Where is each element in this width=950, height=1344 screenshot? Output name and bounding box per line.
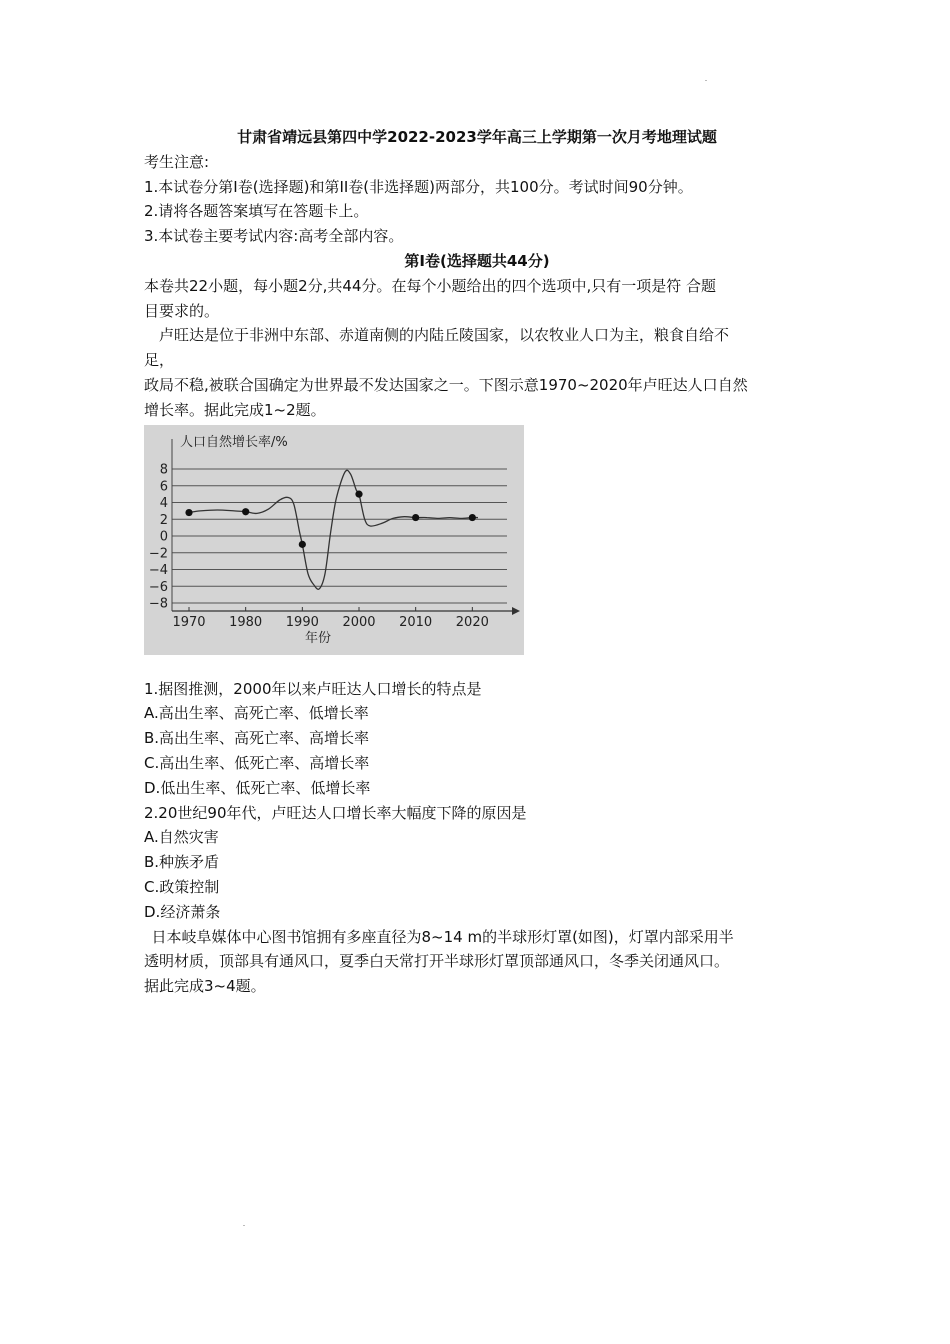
scan-speck bbox=[243, 1225, 245, 1226]
x-tick-label: 2010 bbox=[399, 614, 433, 630]
y-tick-label: −2 bbox=[148, 545, 168, 561]
question-stem: 2.20世纪90年代，卢旺达人口增长率大幅度下降的原因是 bbox=[144, 803, 527, 822]
y-tick-label: 2 bbox=[159, 512, 168, 528]
passage-line: 卢旺达是位于非洲中东部、赤道南侧的内陆丘陵国家，以农牧业人口为主，粮食自给不 bbox=[159, 326, 730, 345]
x-axis-arrow-icon bbox=[512, 607, 520, 615]
document-title: 甘肃省靖远县第四中学2022-2023学年高三上学期第一次月考地理试题 bbox=[237, 128, 717, 146]
data-point bbox=[185, 509, 192, 516]
y-tick-label: 4 bbox=[159, 495, 168, 511]
passage-line: 增长率。据此完成1~2题。 bbox=[144, 400, 326, 419]
x-tick-label: 2000 bbox=[342, 614, 376, 630]
y-tick-label: 8 bbox=[159, 462, 168, 478]
chart-svg bbox=[144, 425, 524, 655]
answer-option: D.经济萧条 bbox=[144, 902, 221, 921]
document-body bbox=[144, 125, 810, 999]
scan-speck bbox=[705, 80, 707, 81]
y-tick-label: −8 bbox=[148, 596, 168, 612]
y-tick-label: 0 bbox=[159, 529, 168, 545]
y-axis-label: 人口自然增长率/% bbox=[180, 434, 288, 450]
x-tick-label: 1990 bbox=[285, 614, 319, 630]
answer-option: D.低出生率、低死亡率、低增长率 bbox=[144, 778, 371, 797]
answer-option: A.高出生率、高死亡率、低增长率 bbox=[144, 704, 369, 723]
data-point bbox=[242, 508, 249, 515]
notice-item: 3.本试卷主要考试内容:高考全部内容。 bbox=[144, 227, 404, 246]
notice-item: 1.本试卷分第I卷(选择题)和第II卷(非选择题)两部分，共100分。考试时间90分钟。 bbox=[144, 177, 693, 196]
answer-option: B.种族矛盾 bbox=[144, 853, 220, 872]
passage-line: 日本岐阜媒体中心图书馆拥有多座直径为8~14 m的半球形灯罩(如图)，灯罩内部采用半 bbox=[151, 927, 734, 946]
answer-option: B.高出生率、高死亡率、高增长率 bbox=[144, 729, 370, 748]
growth-rate-line bbox=[189, 470, 478, 589]
answer-option: C.政策控制 bbox=[144, 877, 220, 896]
answer-option: C.高出生率、低死亡率、高增长率 bbox=[144, 753, 370, 772]
x-tick-label: 2020 bbox=[455, 614, 489, 630]
data-point bbox=[299, 540, 306, 547]
data-point bbox=[355, 490, 362, 497]
growth-rate-chart bbox=[144, 425, 524, 655]
notice-item: 2.请将各题答案填写在答题卡上。 bbox=[144, 202, 369, 221]
section-title: 第I卷(选择题共44分) bbox=[404, 251, 550, 270]
section-intro-line: 本卷共22小题，每小题2分,共44分。在每个小题给出的四个选项中,只有一项是符 合题 bbox=[144, 276, 717, 295]
question-stem: 1.据图推测，2000年以来卢旺达人口增长的特点是 bbox=[144, 679, 482, 698]
data-point bbox=[469, 514, 476, 521]
notice-heading: 考生注意: bbox=[144, 152, 210, 171]
answer-option: A.自然灾害 bbox=[144, 828, 219, 847]
data-point bbox=[412, 514, 419, 521]
section-intro-line: 目要求的。 bbox=[144, 301, 220, 320]
y-tick-label: 6 bbox=[159, 478, 168, 494]
x-axis-label: 年份 bbox=[305, 630, 332, 646]
x-tick-label: 1970 bbox=[172, 614, 206, 630]
y-tick-label: −6 bbox=[148, 579, 168, 595]
passage-line: 政局不稳,被联合国确定为世界最不发达国家之一。下图示意1970~2020年卢旺达人口自然 bbox=[144, 375, 748, 394]
passage-line: 透明材质，顶部具有通风口，夏季白天常打开半球形灯罩顶部通风口，冬季关闭通风口。 bbox=[144, 952, 730, 971]
passage-line: 足， bbox=[144, 351, 175, 370]
x-tick-label: 1980 bbox=[229, 614, 263, 630]
passage-line: 据此完成3~4题。 bbox=[144, 977, 266, 996]
y-tick-label: −4 bbox=[148, 562, 168, 578]
